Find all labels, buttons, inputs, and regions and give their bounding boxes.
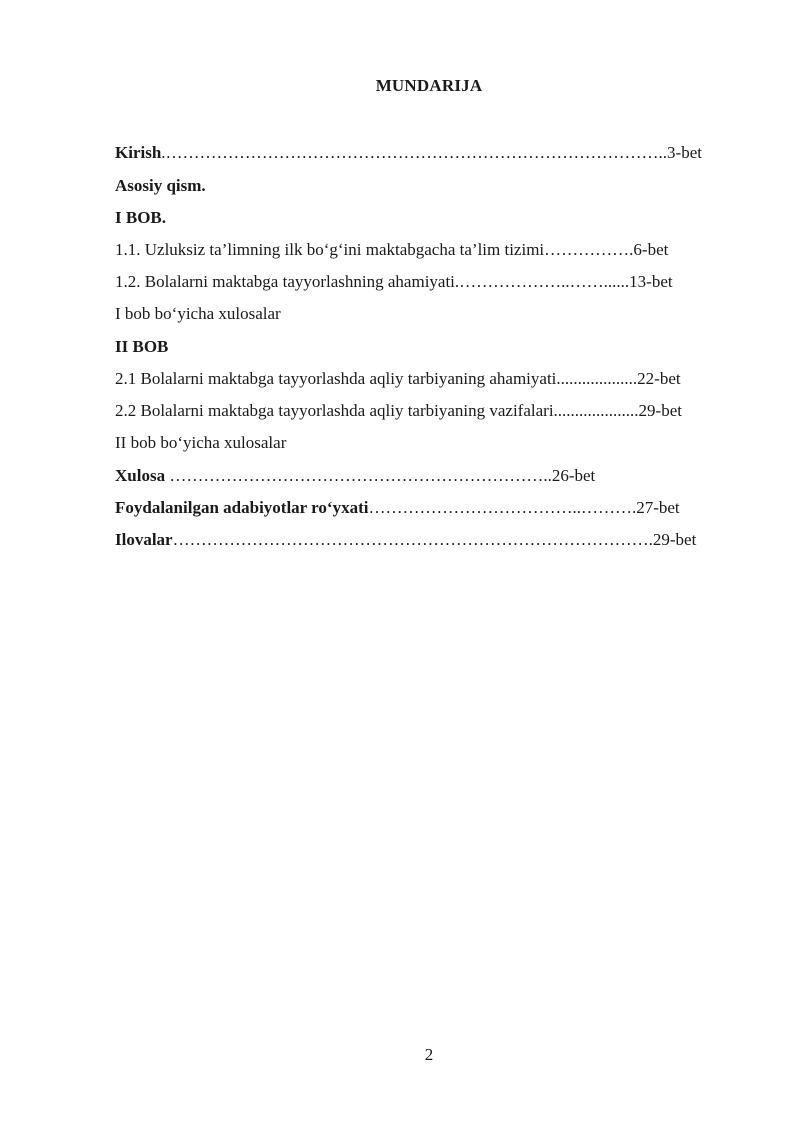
- toc-entry-label: Xulosa: [115, 466, 166, 485]
- toc-entry-label: II BOB: [115, 337, 169, 356]
- toc-entry-label: 2.1 Bolalarni maktabga tayyorlashda aqliy tarbiyaning ahamiyati: [115, 369, 557, 388]
- toc-entry-label: 1.2. Bolalarni maktabga tayyorlashning ahamiyati: [115, 272, 455, 291]
- toc-entry-leader: …………….: [544, 240, 634, 259]
- toc-entry-leader: .……………………………………………………………………………..: [161, 143, 668, 162]
- toc-entry-page: 29-bet: [638, 401, 682, 420]
- toc-entry-ii-bob: [115, 337, 168, 357]
- toc-entry-leader: …………………………………………………………..: [165, 466, 552, 485]
- toc-entry-label: Asosiy qism.: [115, 176, 206, 195]
- toc-entry-leader: ...................: [556, 369, 638, 388]
- toc-entry-label: 2.2 Bolalarni maktabga tayyorlashda aqliy tarbiyaning vazifalari: [115, 401, 554, 420]
- toc-entry-kirish: [115, 143, 702, 163]
- toc-entry-2-2: [115, 401, 682, 421]
- toc-entry-2-1: [115, 369, 681, 389]
- toc-entry-i-bob: [115, 208, 166, 228]
- toc-entry-adabiyotlar: [115, 498, 680, 518]
- toc-entry-label: Foydalanilgan adabiyotlar ro‘yxati: [115, 498, 369, 517]
- toc-entry-label: Kirish: [115, 143, 162, 162]
- toc-entry-leader: ………………………………………………………………………….: [172, 530, 653, 549]
- toc-entry-page: 13-bet: [629, 272, 673, 291]
- toc-entry-page: 6-bet: [633, 240, 669, 259]
- toc-entry-label: Ilovalar: [115, 530, 173, 549]
- toc-entry-page: 3-bet: [667, 143, 702, 162]
- toc-entry-ii-bob-xulosalar: [115, 433, 286, 453]
- toc-entry-1-2: [115, 272, 673, 292]
- toc-entry-label: 1.1. Uzluksiz ta’limning ilk bo‘g‘ini maktabgacha ta’lim tizimi: [115, 240, 545, 259]
- toc-entry-i-bob-xulosalar: [115, 304, 281, 324]
- toc-entry-leader: ………………………………..……….: [368, 498, 637, 517]
- toc-entry-1-1: [115, 240, 668, 260]
- toc-entry-leader: .………………..……......: [454, 272, 630, 291]
- toc-entry-page: 26-bet: [551, 466, 596, 485]
- toc-entry-label: II bob bo‘yicha xulosalar: [115, 433, 287, 452]
- toc-entry-xulosa: [115, 466, 595, 486]
- toc-entry-label: I bob bo‘yicha xulosalar: [115, 304, 281, 323]
- page-title: MUNDARIJA: [375, 76, 483, 95]
- toc-entry-asosiy-qism: [115, 176, 206, 196]
- toc-entry-ilovalar: [115, 530, 696, 550]
- toc-entry-leader: ....................: [553, 401, 639, 420]
- page-number: 2: [424, 1045, 434, 1064]
- toc-entry-page: 27-bet: [636, 498, 680, 517]
- toc-entry-page: 29-bet: [652, 530, 697, 549]
- toc-entry-page: 22-bet: [637, 369, 681, 388]
- toc-entry-label: I BOB.: [115, 208, 167, 227]
